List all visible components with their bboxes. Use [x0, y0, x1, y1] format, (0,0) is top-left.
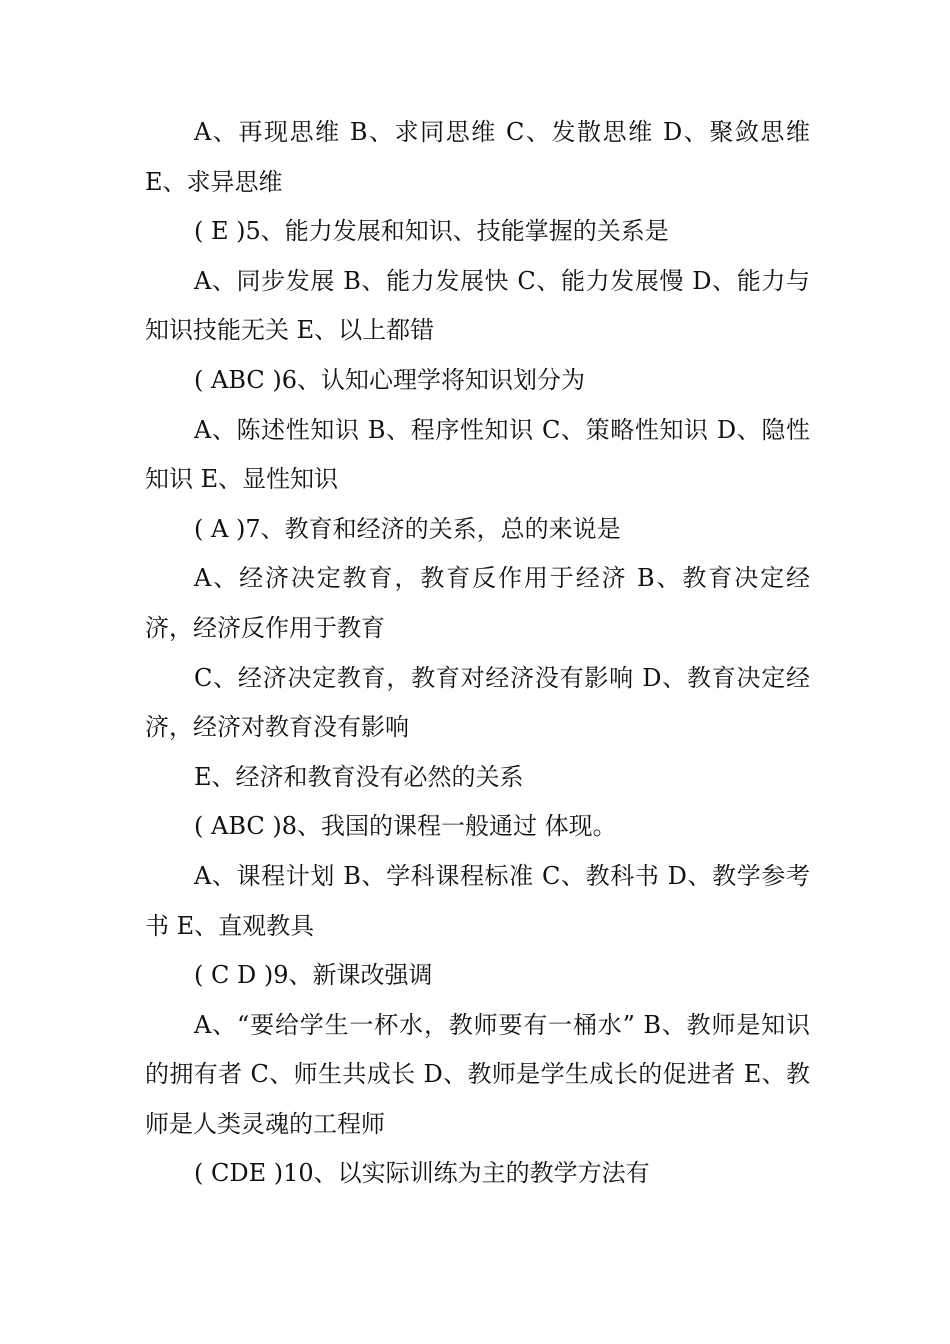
options-q7-cd: C、经济决定教育，教育对经济没有影响 D、教育决定经济，经济对教育没有影响	[145, 663, 810, 742]
question-8: ( ABC )8、我国的课程一般通过 体现。	[194, 812, 617, 841]
options-q9: A、“要给学生一杯水，教师要有一桶水” B、教师是知识的拥有者 C、师生共成长 D、教师是学生成长的促进者 E、教师是人类灵魂的工程师	[145, 1010, 810, 1138]
options-q5: A、同步发展 B、能力发展快 C、能力发展慢 D、能力与知识技能无关 E、以上都错	[145, 266, 810, 345]
options-q6: A、陈述性知识 B、程序性知识 C、策略性知识 D、隐性知识 E、显性知识	[145, 415, 810, 494]
question-9: ( C D )9、新课改强调	[194, 961, 433, 990]
options-q4: A、再现思维 B、求同思维 C、发散思维 D、聚敛思维 E、求异思维	[145, 118, 810, 196]
question-5: ( E )5、能力发展和知识、技能掌握的关系是	[194, 217, 669, 246]
document-body	[145, 108, 810, 1199]
options-q7-e: E、经济和教育没有必然的关系	[194, 762, 524, 791]
question-7: ( A )7、教育和经济的关系，总的来说是	[194, 514, 621, 543]
options-q8: A、课程计划 B、学科课程标准 C、教科书 D、教学参考书 E、直观教具	[145, 861, 810, 940]
question-6: ( ABC )6、认知心理学将知识划分为	[194, 365, 586, 394]
options-q7-ab: A、经济决定教育，教育反作用于经济 B、教育决定经济，经济反作用于教育	[145, 564, 810, 642]
question-10: ( CDE )10、以实际训练为主的教学方法有	[194, 1159, 650, 1188]
